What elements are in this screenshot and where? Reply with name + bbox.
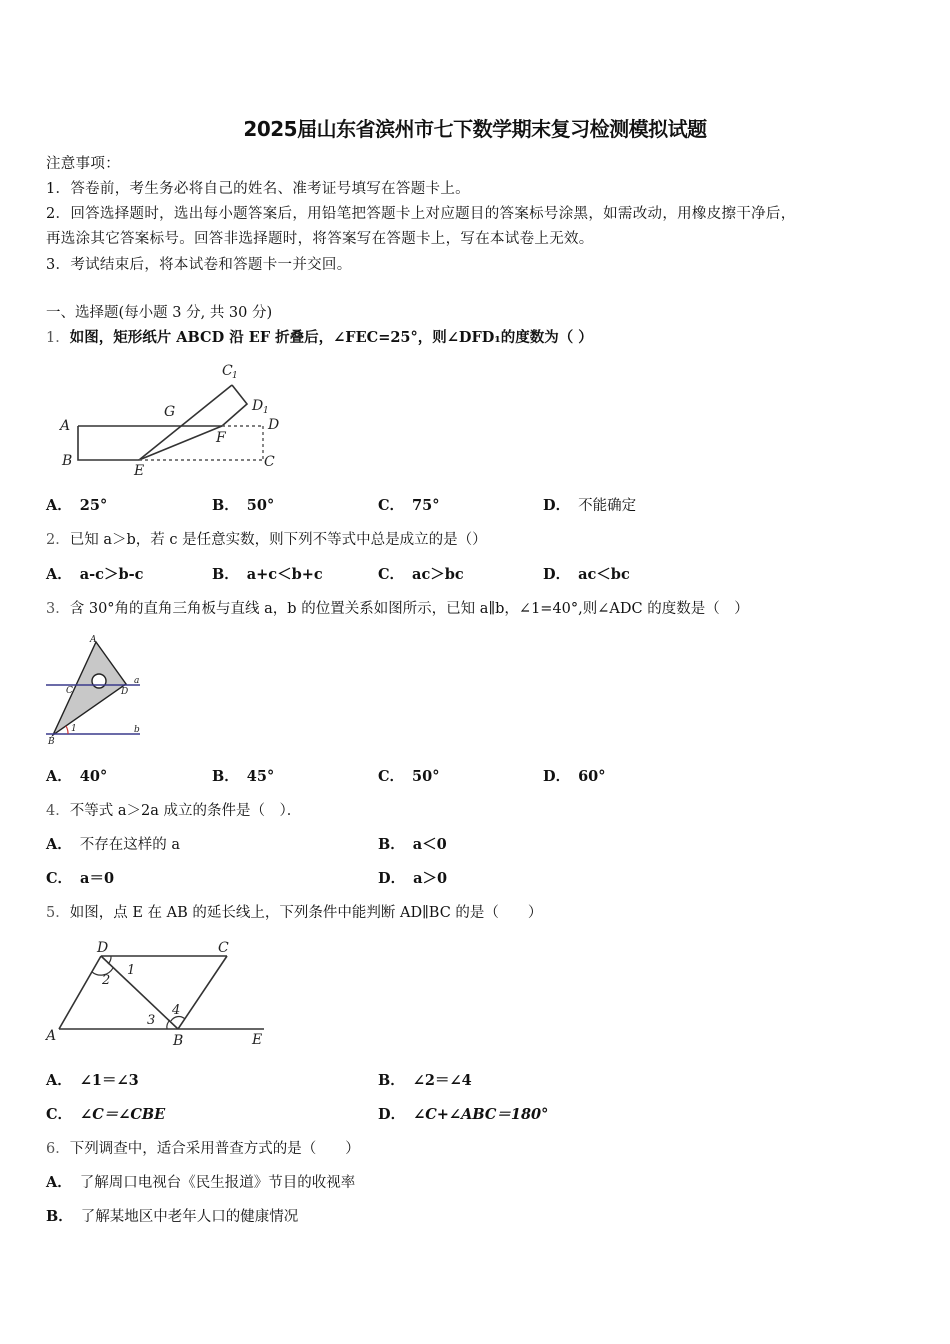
question-stem: 含 30°角的直角三角板与直线 a，b 的位置关系如图所示，已知 a∥b，∠1=40°,则∠ADC 的度数是（ ） bbox=[69, 601, 749, 617]
option-text: a+c＜b+c bbox=[246, 566, 323, 583]
svg-text:D: D bbox=[268, 417, 280, 433]
option-letter: A． bbox=[46, 768, 72, 785]
option-text: 50° bbox=[412, 768, 440, 785]
option-letter: B． bbox=[212, 768, 239, 785]
option-text: ∠2＝∠4 bbox=[412, 1072, 472, 1089]
question-stem: 已知 a＞b，若 c 是任意实数，则下列不等式中总是成立的是（） bbox=[69, 532, 487, 548]
q2-option-b[interactable] bbox=[212, 563, 323, 584]
svg-text:C: C bbox=[264, 454, 275, 470]
question-6 bbox=[46, 1137, 360, 1158]
section-heading: 一、选择题(每小题 3 分, 共 30 分) bbox=[46, 305, 273, 321]
option-text: 不存在这样的 a bbox=[79, 837, 181, 853]
q5-option-a[interactable] bbox=[46, 1069, 139, 1090]
svg-text:G: G bbox=[164, 404, 176, 420]
option-letter: D． bbox=[378, 870, 406, 887]
question-stem: 如图，点 E 在 AB 的延长线上，下列条件中能判断 AD∥BC 的是（ ） bbox=[69, 905, 543, 921]
svg-text:1: 1 bbox=[232, 371, 238, 381]
question-number: 4． bbox=[46, 803, 70, 819]
question-number: 3． bbox=[46, 601, 70, 617]
q6-option-a[interactable] bbox=[46, 1171, 355, 1192]
notice-item-2: 2．回答选择题时，选出每小题答案后，用铅笔把答题卡上对应题目的答案标号涂黑，如需改动，用橡皮擦干净后， bbox=[46, 206, 796, 222]
question-number: 6． bbox=[46, 1141, 70, 1157]
figure-q1-folded-rectangle bbox=[46, 355, 286, 480]
option-text: 40° bbox=[79, 768, 108, 785]
q2-option-a[interactable] bbox=[46, 563, 144, 584]
q1-option-b[interactable] bbox=[212, 494, 274, 515]
option-letter: C． bbox=[378, 566, 405, 583]
svg-text:D: D bbox=[121, 687, 129, 697]
svg-text:B: B bbox=[48, 737, 55, 747]
svg-text:A: A bbox=[60, 418, 71, 434]
option-letter: C． bbox=[46, 870, 73, 887]
question-2 bbox=[46, 528, 487, 549]
option-text: a＞0 bbox=[413, 870, 448, 887]
option-letter: A． bbox=[46, 1072, 72, 1089]
question-stem: 如图，矩形纸片 ABCD 沿 EF 折叠后，∠FEC=25°，则∠DFD₁的度数为（ ） bbox=[69, 329, 593, 346]
option-text: 25° bbox=[79, 497, 108, 514]
notice-item-2-cont: 再选涂其它答案标号。回答非选择题时，将答案写在答题卡上，写在本试卷上无效。 bbox=[46, 231, 594, 247]
q4-option-d[interactable] bbox=[378, 867, 447, 888]
q4-option-a[interactable] bbox=[46, 833, 180, 854]
svg-text:F: F bbox=[216, 430, 226, 446]
option-letter: B． bbox=[212, 566, 239, 583]
figure-q5-parallelogram bbox=[42, 934, 272, 1049]
svg-text:4: 4 bbox=[172, 1003, 181, 1018]
question-3 bbox=[46, 597, 749, 618]
option-letter: D． bbox=[543, 497, 571, 514]
option-letter: C． bbox=[46, 1106, 73, 1123]
option-letter: A． bbox=[46, 497, 72, 514]
question-number: 2． bbox=[46, 532, 70, 548]
option-letter: C． bbox=[378, 497, 405, 514]
svg-text:2: 2 bbox=[102, 973, 111, 988]
option-letter: A． bbox=[46, 566, 72, 583]
svg-text:E: E bbox=[252, 1032, 263, 1048]
question-stem: 下列调查中，适合采用普查方式的是（ ） bbox=[69, 1141, 360, 1157]
svg-text:B: B bbox=[62, 453, 73, 469]
question-number: 5． bbox=[46, 905, 70, 921]
q2-option-c[interactable] bbox=[378, 563, 464, 584]
option-letter: B． bbox=[378, 836, 405, 853]
q3-option-c[interactable] bbox=[378, 765, 439, 786]
option-text: ∠1＝∠3 bbox=[79, 1072, 139, 1089]
svg-text:D: D bbox=[97, 940, 109, 956]
option-text: ∠C+∠ABC＝180° bbox=[413, 1106, 549, 1123]
option-letter: D． bbox=[543, 566, 571, 583]
svg-text:b: b bbox=[134, 725, 140, 735]
svg-text:A: A bbox=[46, 1028, 57, 1044]
question-5 bbox=[46, 901, 542, 922]
q1-option-a[interactable] bbox=[46, 494, 107, 515]
question-stem: 不等式 a＞2a 成立的条件是（ ）． bbox=[69, 803, 302, 819]
q5-option-c[interactable] bbox=[46, 1103, 165, 1124]
option-text: a＜0 bbox=[412, 836, 447, 853]
page-title: 2025届山东省滨州市七下数学期末复习检测模拟试题 bbox=[243, 117, 707, 141]
figure-q3-triangle-parallel-lines bbox=[44, 632, 154, 747]
svg-text:C: C bbox=[218, 940, 229, 956]
option-text: 75° bbox=[412, 497, 440, 514]
notice-heading: 注意事项： bbox=[46, 156, 120, 172]
option-text: a＝0 bbox=[80, 870, 115, 887]
svg-text:C: C bbox=[222, 363, 233, 379]
option-text: 50° bbox=[246, 497, 275, 514]
notice-item-3: 3．考试结束后，将本试卷和答题卡一并交回。 bbox=[46, 257, 352, 273]
option-letter: B． bbox=[46, 1208, 73, 1225]
option-text: 60° bbox=[578, 768, 606, 785]
question-1 bbox=[46, 326, 593, 347]
option-letter: D． bbox=[543, 768, 571, 785]
svg-text:E: E bbox=[134, 463, 145, 479]
svg-text:a: a bbox=[134, 676, 140, 686]
question-4 bbox=[46, 799, 301, 820]
option-letter: A． bbox=[46, 836, 72, 853]
option-text: ∠C＝∠CBE bbox=[80, 1106, 166, 1123]
q3-option-b[interactable] bbox=[212, 765, 274, 786]
option-text: 不能确定 bbox=[578, 498, 637, 514]
svg-text:A: A bbox=[90, 635, 97, 645]
option-letter: D． bbox=[378, 1106, 406, 1123]
q3-option-d[interactable] bbox=[543, 765, 606, 786]
svg-text:B: B bbox=[173, 1033, 184, 1049]
q6-option-b[interactable] bbox=[46, 1205, 298, 1226]
svg-text:1: 1 bbox=[127, 963, 136, 978]
svg-text:1: 1 bbox=[263, 406, 269, 416]
svg-text:1: 1 bbox=[71, 724, 77, 734]
q5-option-d[interactable] bbox=[378, 1103, 548, 1124]
option-text: 了解周口电视台《民生报道》节目的收视率 bbox=[79, 1175, 356, 1191]
svg-text:D: D bbox=[252, 398, 264, 414]
svg-text:3: 3 bbox=[147, 1013, 156, 1028]
option-letter: B． bbox=[212, 497, 239, 514]
svg-text:C: C bbox=[66, 686, 73, 696]
option-text: 了解某地区中老年人口的健康情况 bbox=[80, 1209, 299, 1225]
notice-item-1: 1．答卷前，考生务必将自己的姓名、准考证号填写在答题卡上。 bbox=[46, 181, 470, 197]
question-number: 1． bbox=[46, 330, 70, 346]
q2-option-d[interactable] bbox=[543, 563, 630, 584]
option-text: ac＜bc bbox=[578, 566, 630, 583]
q1-option-c[interactable] bbox=[378, 494, 439, 515]
q4-option-c[interactable] bbox=[46, 867, 114, 888]
q5-option-b[interactable] bbox=[378, 1069, 472, 1090]
option-text: 45° bbox=[246, 768, 275, 785]
option-text: a-c＞b-c bbox=[79, 566, 144, 583]
option-text: ac＞bc bbox=[412, 566, 464, 583]
option-letter: B． bbox=[378, 1072, 405, 1089]
q3-option-a[interactable] bbox=[46, 765, 107, 786]
option-letter: C． bbox=[378, 768, 405, 785]
q1-option-d[interactable] bbox=[543, 494, 636, 515]
option-letter: A． bbox=[46, 1174, 72, 1191]
q4-option-b[interactable] bbox=[378, 833, 447, 854]
